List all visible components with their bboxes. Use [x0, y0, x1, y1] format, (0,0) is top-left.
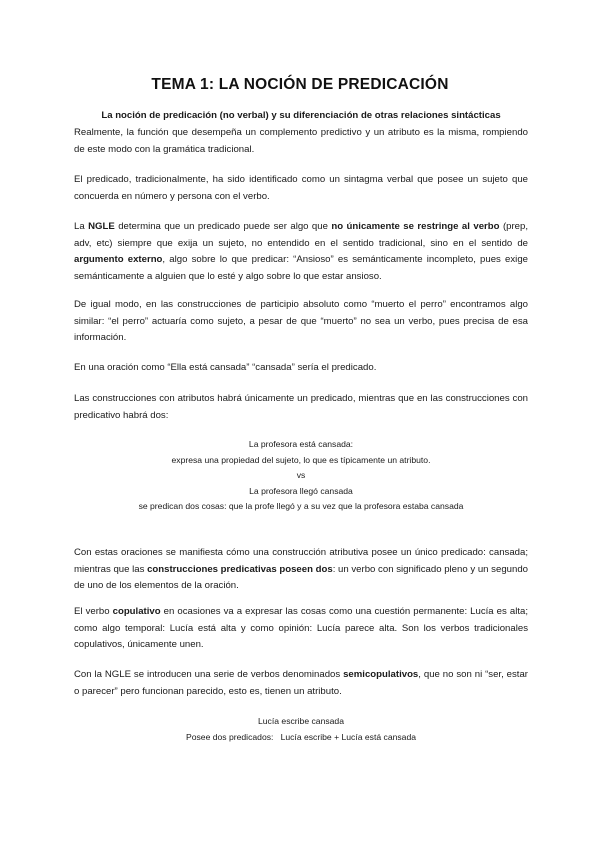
paragraph-3: La NGLE determina que un predicado puede ser algo que no únicamente se restringe al verbo (prep, adv, etc) siempre que exija un sujeto, no entendido en el sentido tradicional, sino en el sentido de argumento externo, algo sobre lo que predicar: “Ansioso” es semánticamente incompleto, pues exige semánticamente a alguien que lo esté y algo sobre lo que estar ansioso. [74, 221, 529, 282]
example-block-2 [74, 714, 528, 745]
example-line: vs [296, 470, 306, 480]
paragraph-8: El verbo copulativo en ocasiones va a expresar las cosas como una cuestión permanente: Lucía es alta; como algo temporal: Lucía está alta y como opinión: Lucía parece alta. Son los verbos tradicionales copulativos, únicamente unen. [74, 606, 528, 650]
paragraph-7: Con estas oraciones se manifiesta cómo una construcción atributiva posee un único predicado: cansada; mientras que las construcciones predicativas poseen dos: un verbo con significado pleno y un segundo de uno de los elementos de la oración. [74, 547, 528, 591]
emphasis-argumento: argumento externo [74, 254, 163, 265]
emphasis-semicopulativos: semicopulativos [343, 669, 419, 680]
emphasis-copulativo: copulativo [112, 606, 161, 617]
paragraph-1: Realmente, la función que desempeña un complemento predictivo y un atributo es la misma, rompiendo de este modo con la gramática tradicional. [74, 127, 528, 155]
example-line: La profesora está cansada: [248, 439, 354, 449]
ngle-term: NGLE [88, 221, 115, 232]
example-line: Lucía escribe cansada [258, 716, 344, 726]
section-subtitle: La noción de predicación (no verbal) y su diferenciación de otras relaciones sintácticas [101, 110, 501, 121]
example-block-1 [74, 437, 528, 515]
paragraph-6: Las construcciones con atributos habrá únicamente un predicado, mientras que en las construcciones con predicativo habrá dos: [74, 393, 528, 421]
example-line: La profesora llegó cansada [249, 485, 353, 496]
paragraph-2: El predicado, tradicionalmente, ha sido identificado como un sintagma verbal que posee un sujeto que concuerda en número y persona con el verbo. [74, 174, 528, 202]
paragraph-5: En una oración como “Ella está cansada” “cansada” sería el predicado. [74, 362, 377, 373]
page-title: TEMA 1: LA NOCIÓN DE PREDICACIÓN [151, 76, 449, 93]
example-line: Posee dos predicados: Lucía escribe + Lucía está cansada [185, 731, 417, 742]
emphasis-verb: no únicamente se restringe al verbo [331, 221, 500, 232]
example-line: expresa una propiedad del sujeto, lo que es típicamente un atributo. [171, 454, 431, 465]
paragraph-9: Con la NGLE se introducen una serie de verbos denominados semicopulativos, que no son ni “ser, estar o parecer” pero funcionan parecido, esto es, tienen un atributo. [74, 669, 528, 697]
paragraph-4: De igual modo, en las construcciones de participio absoluto como “muerto el perro” encontramos algo similar: “el perro” actuaría como sujeto, a pesar de que “muerto” no sea un verbo, pues precisa de esa información. [74, 299, 528, 343]
emphasis-predicativas: construcciones predicativas poseen dos [147, 563, 333, 575]
example-line: se predican dos cosas: que la profe llegó y a su vez que la profesora estaba cansada [138, 501, 464, 511]
